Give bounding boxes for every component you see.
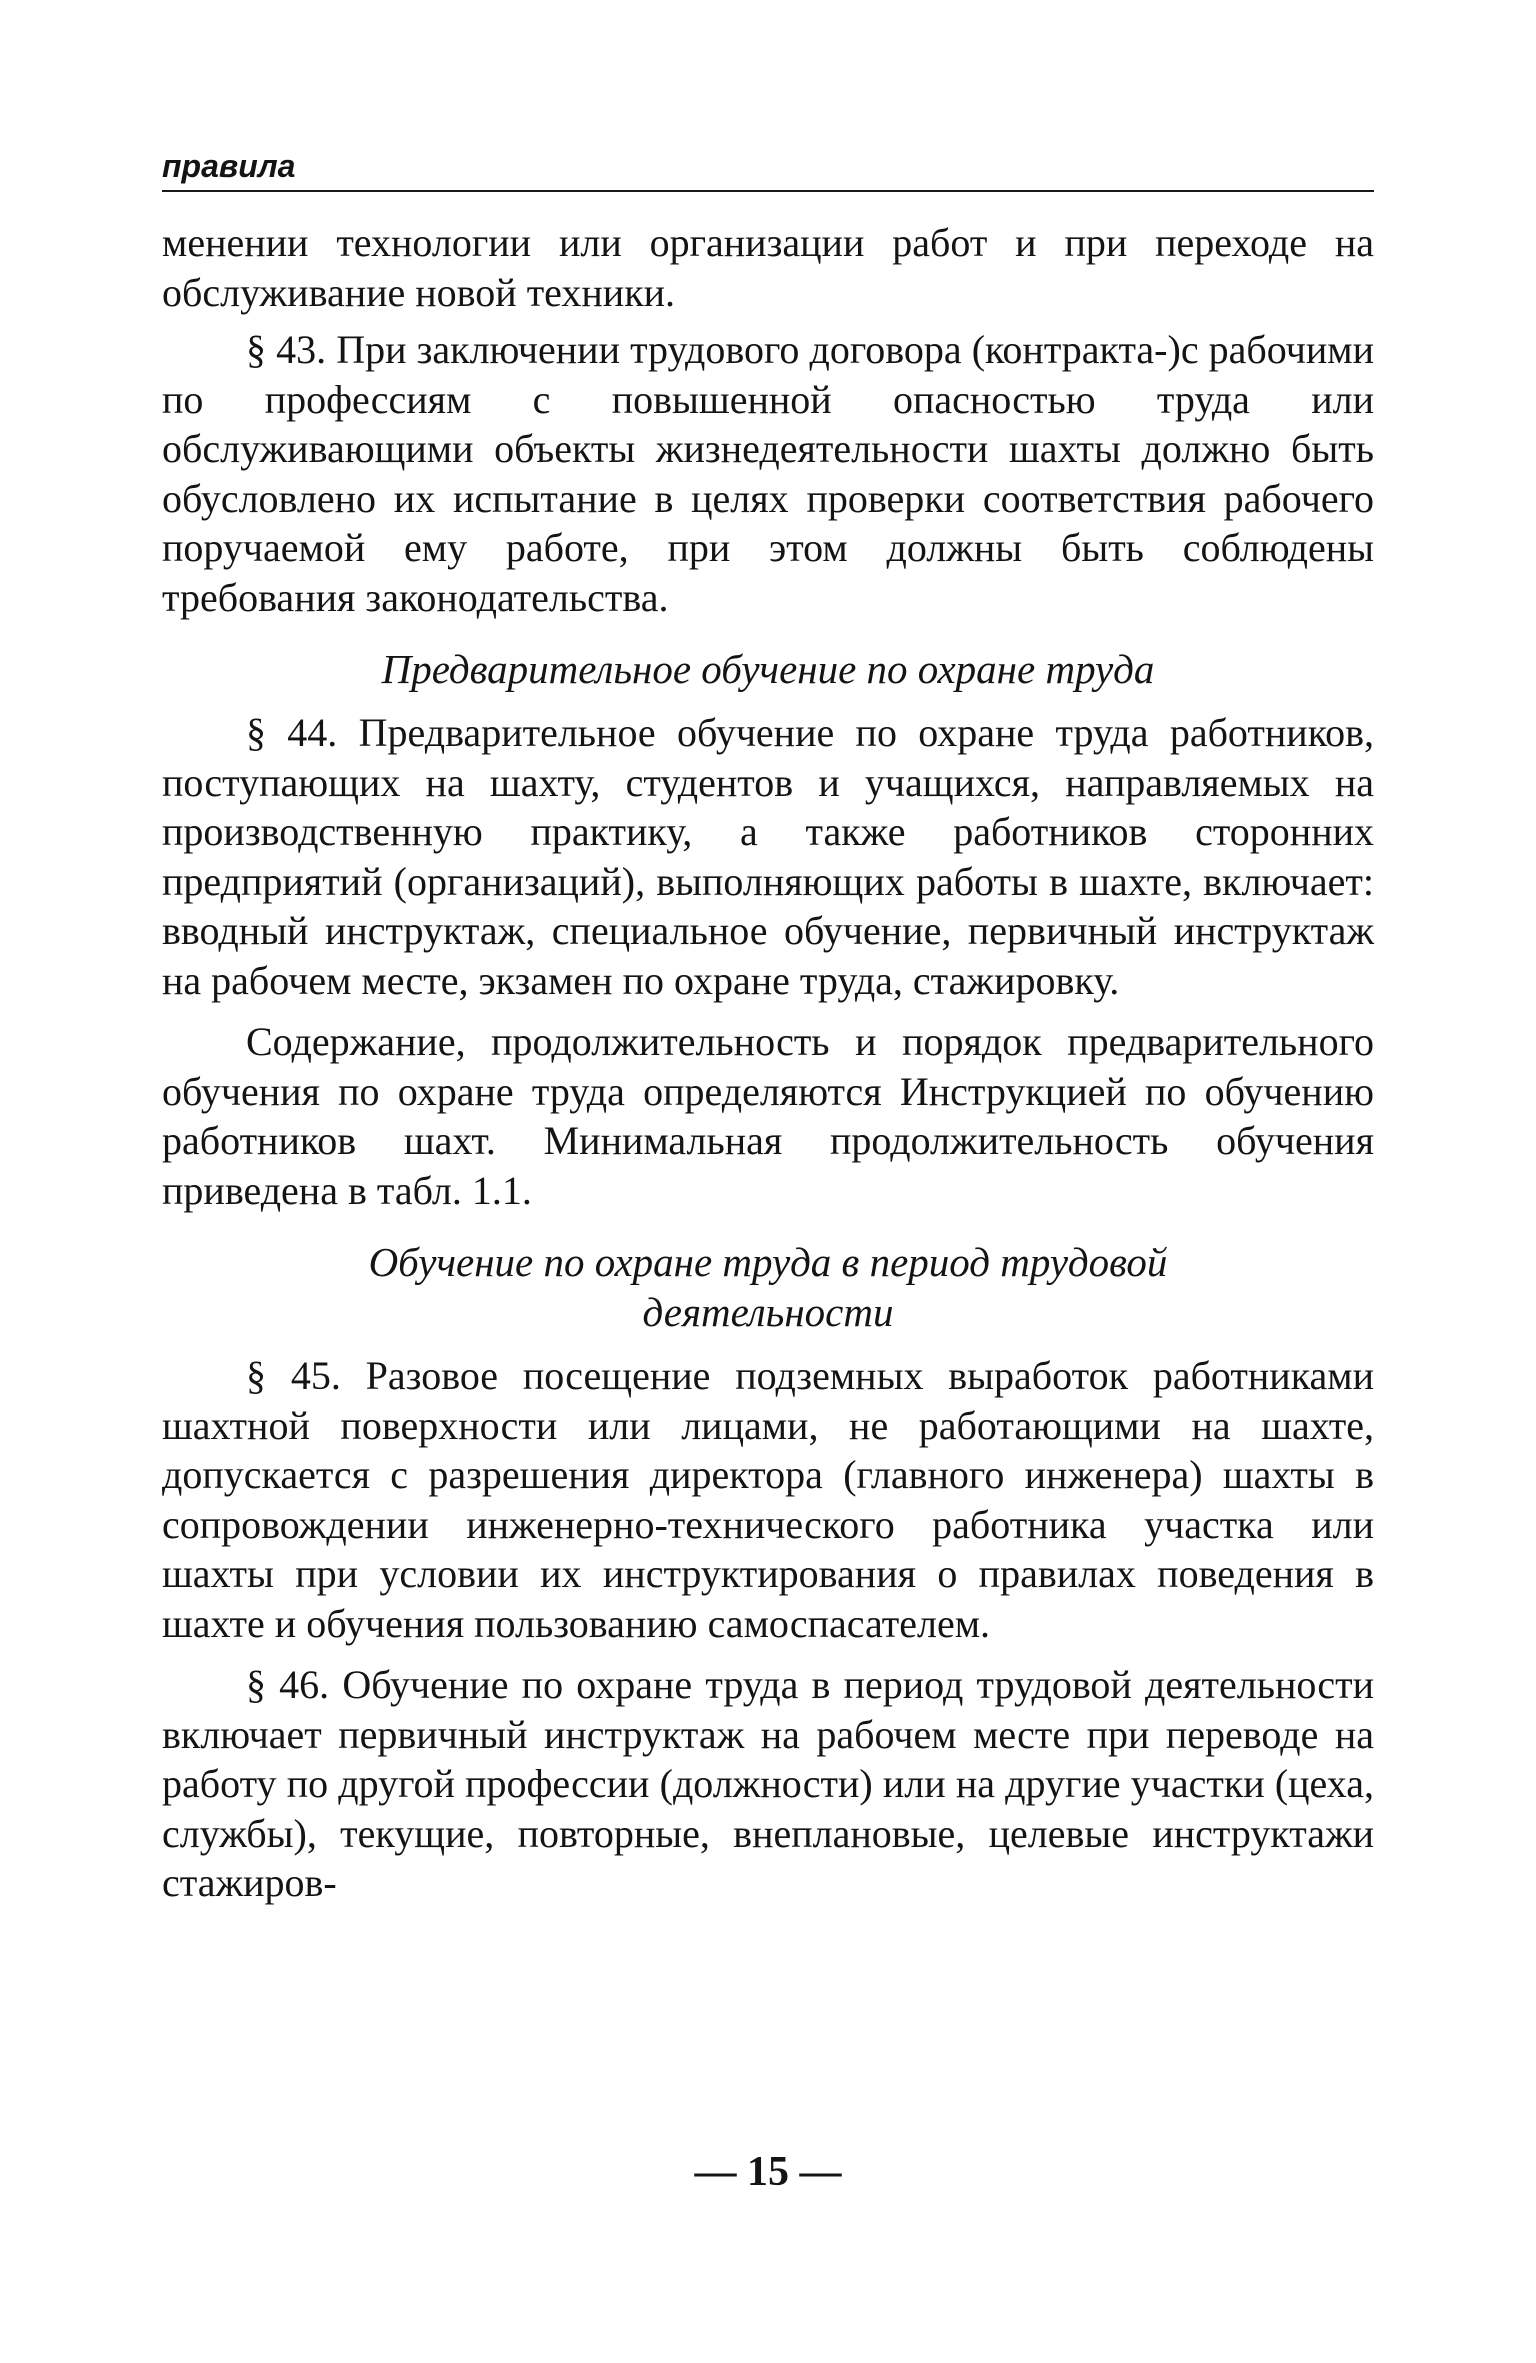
section-heading-training-during-employment	[162, 1237, 1374, 1337]
paragraph-continuation: менении технологии или организации работ и при переходе на обслуживание новой техники.	[162, 220, 1374, 315]
section-heading-line-1: Обучение по охране труда в период трудовой	[368, 1239, 1168, 1285]
paragraph-44-continuation: Содержание, продолжительность и порядок предварительного обучения по охране труда определяются Инструкцией по обучению работников шахт. Минимальная продолжительность обучения приведена в табл. 1.1.	[162, 1019, 1374, 1213]
running-head: правила	[162, 148, 296, 184]
paragraph-45: § 45. Разовое посещение подземных выработок работниками шахтной поверхности или лицами, не работающими на шахте, допускается с разрешения директора (главного инженера) шахты в сопровождении инженерно-технического работника участка или шахты при условии их инструктирования о правилах поведения в шахте и обучения пользованию самоспасателем.	[162, 1353, 1374, 1646]
page-number: — 15 —	[694, 2149, 842, 2195]
section-heading-preliminary-training: Предварительное обучение по охране труда	[381, 646, 1155, 692]
paragraph-43: § 43. При заключении трудового договора (контракта-)с рабочими по профессиям с повышенной опасностью труда или обслуживающими объекты жизнедеятельности шахты должно быть обусловлено их испытание в целях проверки соответствия рабочего поручаемой ему работе, при этом должны быть соблюдены требования законодательства.	[162, 327, 1374, 620]
header-rule	[162, 190, 1374, 192]
section-heading-line-2: деятельности	[642, 1289, 894, 1335]
paragraph-44: § 44. Предварительное обучение по охране труда работников, поступающих на шахту, студентов и учащихся, направляемых на производственную практику, а также работников сторонних предприятий (организаций), выполняющих работы в шахте, включает: вводный инструктаж, специальное обучение, первичный инструктаж на рабочем месте, экзамен по охране труда, стажировку.	[162, 710, 1374, 1003]
page-body	[162, 218, 1374, 1908]
paragraph-46: § 46. Обучение по охране труда в период трудовой деятельности включает первичный инструктаж на рабочем месте при переводе на работу по другой профессии (должности) или на другие участки (цеха, службы), текущие, повторные, внеплановые, целевые инструктажи стажиров-	[162, 1662, 1374, 1905]
